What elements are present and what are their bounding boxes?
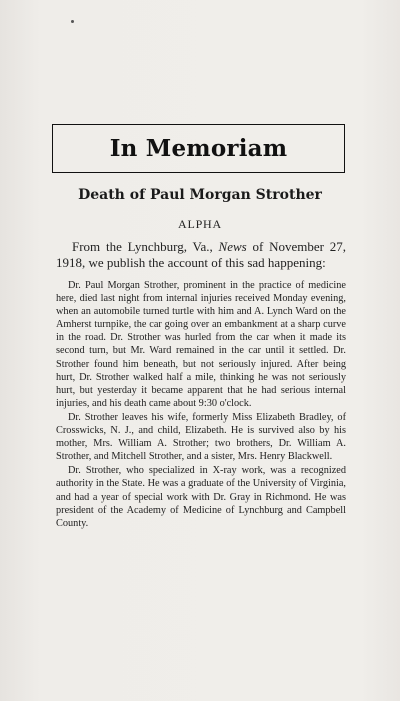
body-paragraph-1: Dr. Paul Morgan Strother, prominent in the practice of medicine here, died last night from internal injuries received Monday evening, when an automobile turned turtle with him and A. Lynch Ward on the Amherst turnpike, the car going over an embankment at a sharp curve in the road. Dr. Strother was hurled from the car when it made its second turn, but Mr. Ward remained in the car until it settled. Dr. Strother found him beneath, but not seriously injured. After being hurt, Dr. Strother walked half a mile, thinking he was not seriously hurt, but yesterday it became apparent that he had serious internal injuries, and his death came about 9:30 o'clock.: [56, 280, 346, 409]
intro-paragraph: [56, 239, 346, 271]
intro-suffix: of November 27, 1918, we publish the account of this sad happening:: [56, 239, 347, 270]
ink-speck: [71, 20, 74, 23]
article-body: [56, 279, 346, 531]
memoriam-title: In Memoriam: [109, 135, 288, 162]
intro-publication: News: [218, 239, 247, 254]
memoriam-banner: [52, 124, 345, 173]
chapter-name: ALPHA: [177, 217, 222, 231]
article-subtitle: Death of Paul Morgan Strother: [78, 187, 322, 203]
body-paragraph-2: Dr. Strother leaves his wife, formerly Miss Elizabeth Bradley, of Crosswicks, N. J., and child, Elizabeth. He is survived also by his mother, Mrs. William A. Strother; two brothers, Dr. William A. Strother, and Mitchell Strother, and a sister, Mrs. Henry Blackwell.: [56, 411, 346, 463]
intro-prefix: From the Lynchburg, Va.,: [72, 239, 219, 254]
body-paragraph-3: Dr. Strother, who specialized in X-ray work, was a recognized authority in the State. He was a graduate of the University of Virginia, and had a year of special work with Dr. Gray in Richmond. He was president of the Academy of Medicine of Lynchburg and Campbell County.: [56, 465, 346, 529]
